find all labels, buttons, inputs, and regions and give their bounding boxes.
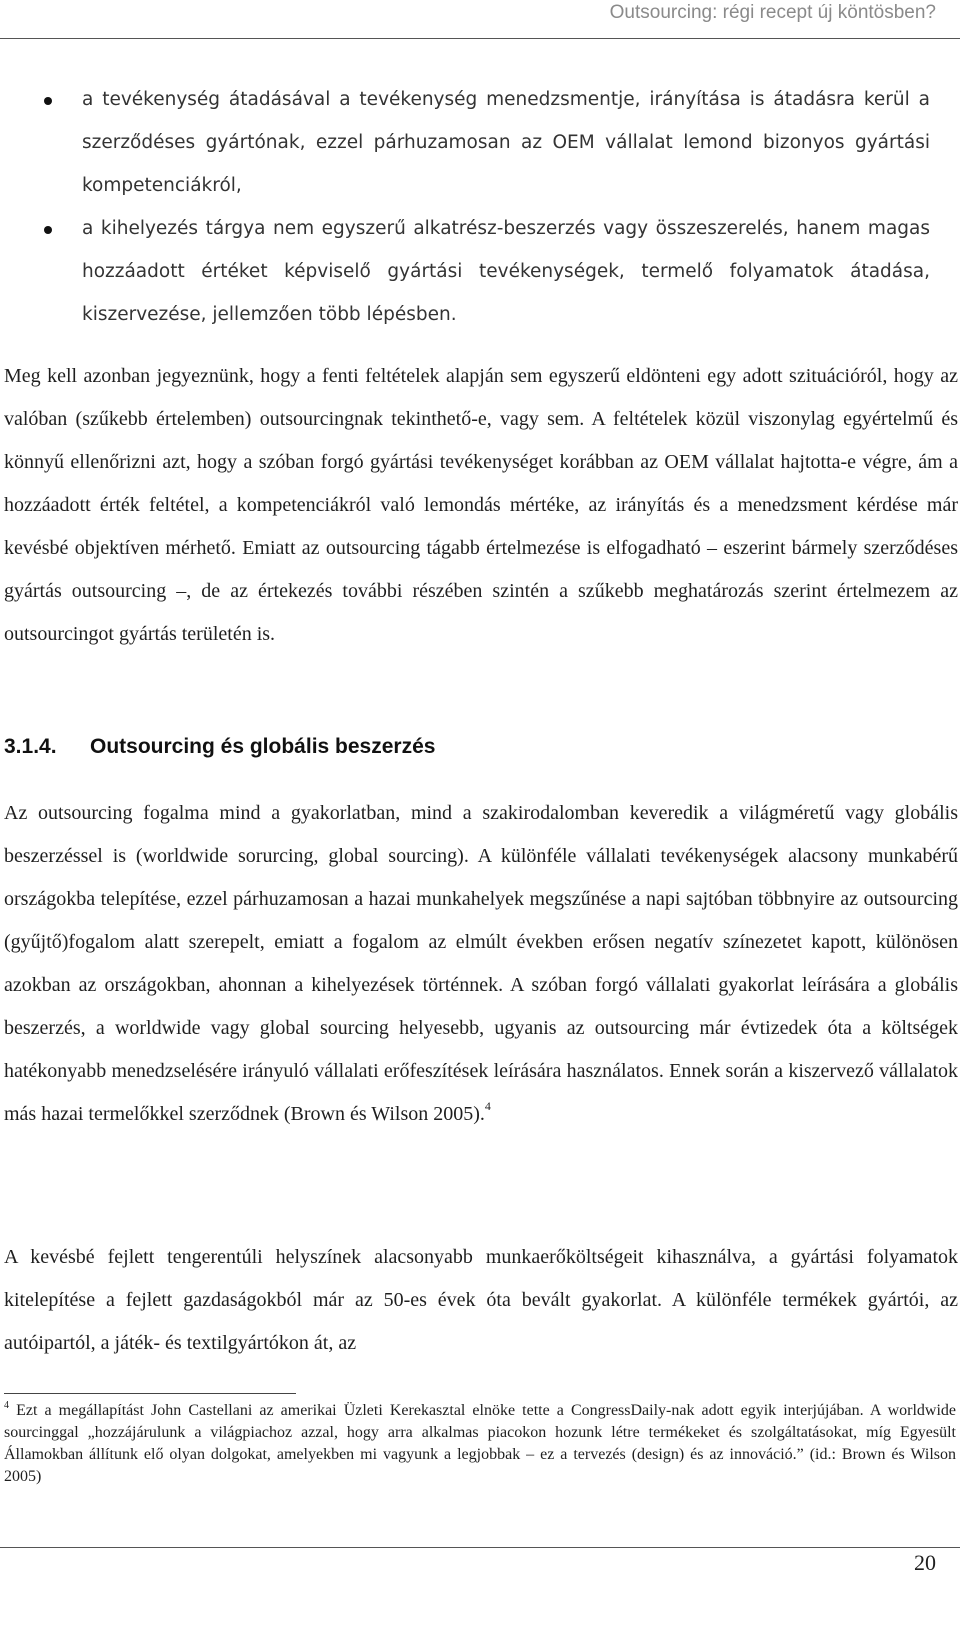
bullet-text: a kihelyezés tárgya nem egyszerű alkatrész-beszerzés vagy összeszerelés, hanem magas hozzáadott értéket képviselő gyártási tevékenységek, termelő folyamatok átadása, kiszervezése, jellemzően több lépésben.	[82, 218, 930, 325]
section-heading	[4, 724, 435, 770]
section-title: Outsourcing és globális beszerzés	[90, 735, 436, 758]
footer-divider	[0, 1547, 960, 1548]
bullet-item	[0, 78, 930, 207]
section-number: 3.1.4.	[4, 735, 57, 758]
footnote-divider	[4, 1393, 296, 1394]
footnote-text: Ezt a megállapítást John Castellani az amerikai Üzleti Kerekasztal elnöke tette a CongressDaily-nak adott egyik interjújában. A worldwide sourcinggal „hozzájárulunk a világpiachoz azzal, hogy arra alkalmas piacokon hozunk létre termékeket és szolgáltatásokat, míg Egyesült Államokban állítunk elő olyan dolgokat, amelyekben mi vagyunk a legjobbak – ez a tervezés (design) és az innováció.” (id.: Brown és Wilson 2005)	[4, 1402, 957, 1485]
paragraph: Meg kell azonban jegyeznünk, hogy a fenti feltételek alapján sem egyszerű eldönteni egy adott szituációról, hogy az valóban (szűkebb értelemben) outsourcingnak tekinthető-e, vagy sem. A feltételek közül viszonylag egyértelmű és könnyű ellenőrizni azt, hogy a szóban forgó gyártási tevékenységet korábban az OEM vállalat hajtotta-e végre, ám a hozzáadott érték feltétel, a kompetenciákról való lemondás mértéke, az irányítás és a menedzsment kérdése már kevésbé objektíven mérhető. Emiatt az outsourcing tágabb értelmezése is elfogadható – eszerint bármely szerződéses gyártás outsourcing –, de az értekezés további részében szintén a szűkebb meghatározás szerint értelmezem az outsourcingot gyártás területén is.	[4, 365, 958, 645]
bullet-icon	[44, 97, 52, 105]
page-number: 20	[914, 1550, 936, 1575]
bullet-text: a tevékenység átadásával a tevékenység menedzsmentje, irányítása is átadásra kerül a szerződéses gyártónak, ezzel párhuzamosan az OEM vállalat lemond bizonyos gyártási kompetenciákról,	[82, 89, 930, 196]
bullet-icon	[44, 226, 52, 234]
footnote	[4, 1400, 956, 1488]
paragraph	[4, 792, 958, 1136]
paragraph-text: Az outsourcing fogalma mind a gyakorlatban, mind a szakirodalomban keveredik a világméretű vagy globális beszerzéssel is (worldwide sorurcing, global sourcing). A különféle vállalati tevékenységek alacsony munkabérű országokba telepítése, ezzel párhuzamosan a hazai munkahelyek megszűnése a napi sajtóban többnyire az outsourcing (gyűjtő)fogalom alatt szerepelt, emiatt a fogalom az elmúlt években erősen negatív színezetet kapott, különösen azokban az országokban, ahonnan a kihelyezések történnek. A szóban forgó vállalati gyakorlat leírására a globális beszerzés, a worldwide vagy global sourcing helyesebb, ugyanis az outsourcing már évtizedek óta a költségek hatékonyabb menedzselésére irányuló vállalati erőfeszítések leírására használatos. Ennek során a kiszervező vállalatok más hazai termelőkkel szerződnek (Brown és Wilson 2005).	[4, 802, 958, 1125]
footnote-number: 4	[4, 1400, 9, 1411]
running-header: Outsourcing: régi recept új köntösben?	[609, 2, 936, 23]
bullet-list	[0, 78, 930, 336]
header-divider	[0, 38, 960, 39]
paragraph: A kevésbé fejlett tengerentúli helyszínek alacsonyabb munkaerőköltségeit kihasználva, a gyártási folyamatok kitelepítése a fejlett gazdaságokból már az 50-es évek óta bevált gyakorlat. A különféle termékek gyártói, az autóipartól, a játék- és textilgyártókon át, az	[4, 1246, 958, 1354]
bullet-item	[0, 207, 930, 336]
footnote-reference[interactable]: 4	[484, 1099, 491, 1113]
